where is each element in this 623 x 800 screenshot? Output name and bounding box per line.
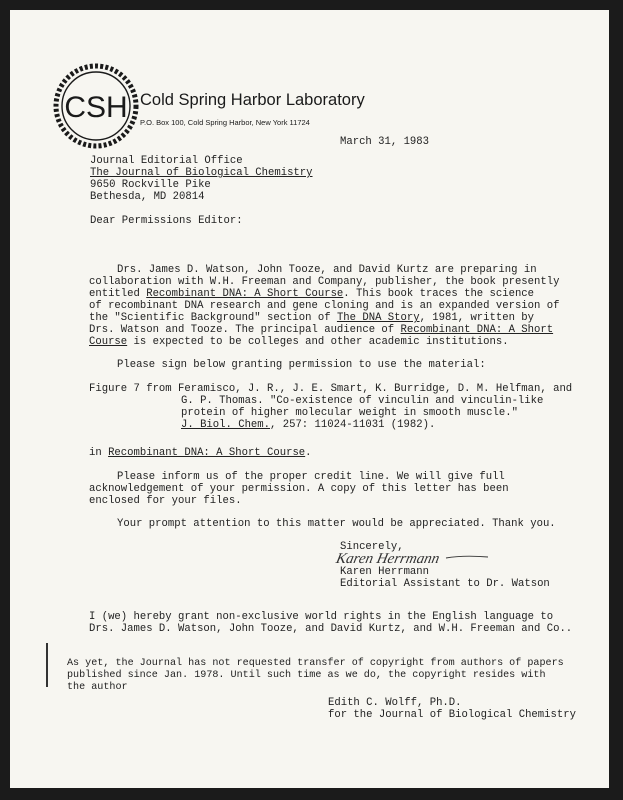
note-line: published since Jan. 1978. Until such time as we do, the copyright resides with bbox=[67, 670, 546, 681]
para1-line: Drs. James D. Watson, John Tooze, and David Kurtz are preparing in bbox=[117, 264, 537, 276]
para2-line: Please inform us of the proper credit line. We will give full bbox=[117, 471, 505, 483]
closing: Sincerely, bbox=[340, 541, 404, 553]
para1-line: the "Scientific Background" section of The DNA Story, 1981, written by bbox=[89, 312, 535, 324]
reply-signer-name: Edith C. Wolff, Ph.D. bbox=[328, 697, 462, 709]
org-address: P.O. Box 100, Cold Spring Harbor, New York 11724 bbox=[140, 118, 310, 127]
signer-title: Editorial Assistant to Dr. Watson bbox=[340, 578, 550, 590]
book-title: Recombinant DNA: A Short Course bbox=[146, 288, 344, 300]
para1-line: of recombinant DNA research and gene cloning and is an expanded version of bbox=[89, 300, 560, 312]
recipient-line: Journal Editorial Office bbox=[90, 155, 243, 167]
thanks-line: Your prompt attention to this matter would be appreciated. Thank you. bbox=[117, 518, 556, 530]
book-title: Course bbox=[89, 336, 128, 348]
figure-ref-line: J. Biol. Chem., 257: 11024-11031 (1982). bbox=[181, 419, 436, 431]
para2-line: acknowledgement of your permission. A copy of this letter has been bbox=[89, 483, 509, 495]
book-title: Recombinant DNA: A Short Course bbox=[108, 447, 306, 459]
grant-line: Drs. James D. Watson, John Tooze, and David Kurtz, and W.H. Freeman and Co.. bbox=[89, 623, 573, 635]
para1-line: collaboration with W.H. Freeman and Company, publisher, the book presently bbox=[89, 276, 560, 288]
salutation: Dear Permissions Editor: bbox=[90, 215, 243, 227]
recipient-journal: The Journal of Biological Chemistry bbox=[90, 167, 313, 179]
note-line: As yet, the Journal has not requested transfer of copyright from authors of papers bbox=[67, 658, 564, 669]
permission-request: Please sign below granting permission to use the material: bbox=[117, 359, 486, 371]
org-name: Cold Spring Harbor Laboratory bbox=[140, 91, 365, 109]
recipient-city: Bethesda, MD 20814 bbox=[90, 191, 205, 203]
note-line: the author bbox=[67, 682, 128, 693]
csh-logo bbox=[50, 60, 142, 152]
letter-page bbox=[10, 10, 609, 788]
para2-line: enclosed for your files. bbox=[89, 495, 242, 507]
reply-signer-org: for the Journal of Biological Chemistry bbox=[328, 709, 576, 721]
in-book-line: in Recombinant DNA: A Short Course. bbox=[89, 447, 312, 459]
signature-script: Karen Herrmann bbox=[334, 550, 442, 567]
figure-ref-line: protein of higher molecular weight in smooth muscle." bbox=[181, 407, 518, 419]
figure-ref-line: Figure 7 from Feramisco, J. R., J. E. Smart, K. Burridge, D. M. Helfman, and bbox=[89, 383, 573, 395]
book-title: The DNA Story bbox=[336, 312, 420, 324]
letter-date: March 31, 1983 bbox=[340, 136, 430, 148]
logo-text: CSH bbox=[64, 91, 128, 124]
para1-line: entitled Recombinant DNA: A Short Course. This book traces the science bbox=[89, 288, 535, 300]
figure-ref-line: G. P. Thomas. "Co-existence of vinculin and vinculin-like bbox=[181, 395, 544, 407]
book-title: Recombinant DNA: A Short bbox=[400, 324, 554, 336]
para1-line: Course is expected to be colleges and other academic institutions. bbox=[89, 336, 509, 348]
grant-line: I (we) hereby grant non-exclusive world rights in the English language to bbox=[89, 611, 554, 623]
para1-line: Drs. Watson and Tooze. The principal audience of Recombinant DNA: A Short bbox=[89, 324, 554, 336]
recipient-street: 9650 Rockville Pike bbox=[90, 179, 211, 191]
margin-mark bbox=[46, 643, 48, 687]
signer-name: Karen Herrmann bbox=[340, 566, 430, 578]
journal-abbrev: J. Biol. Chem. bbox=[181, 419, 271, 431]
